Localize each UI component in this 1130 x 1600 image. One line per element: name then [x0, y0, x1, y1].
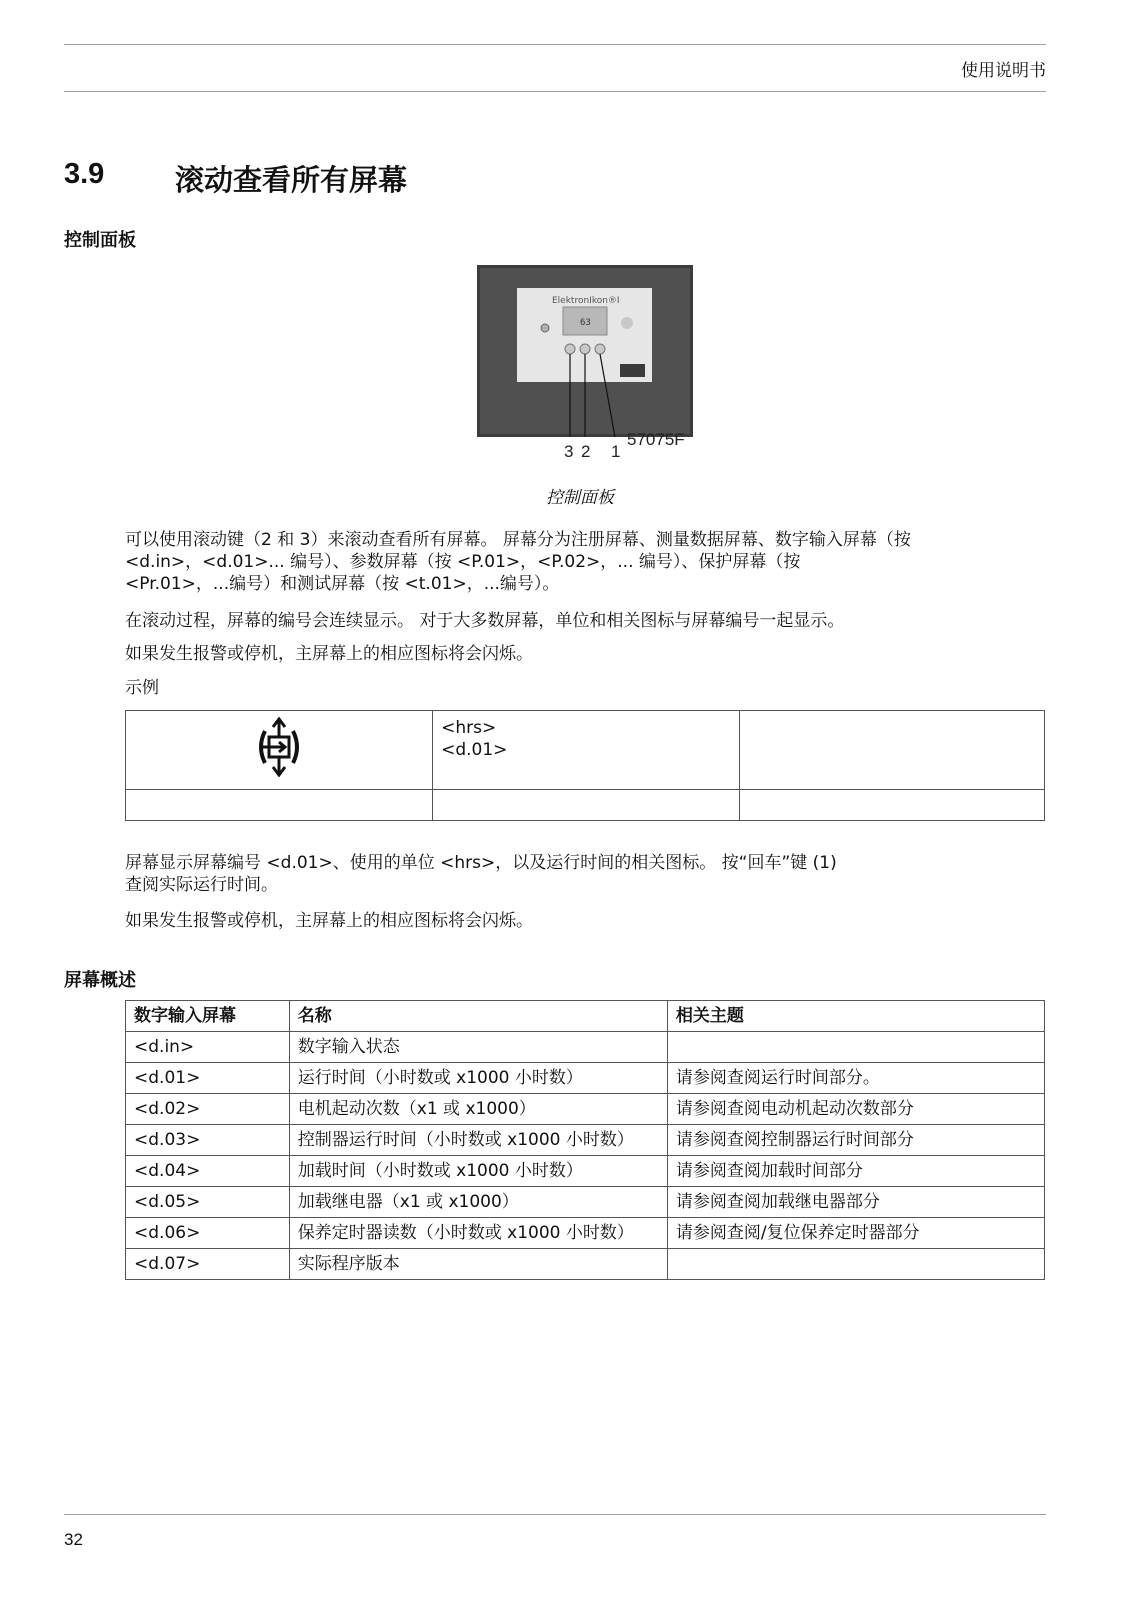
header-label: 使用说明书 — [961, 61, 1046, 81]
example-explanation — [125, 852, 1035, 896]
scroll-paragraph — [125, 529, 1035, 595]
name-cell: 加载继电器（x1 或 x1000） — [289, 1187, 667, 1218]
table-row — [126, 1187, 1045, 1218]
screen-cell: <d.04> — [126, 1156, 290, 1187]
example-empty-cell — [126, 790, 433, 821]
name-cell: 运行时间（小时数或 x1000 小时数） — [289, 1063, 667, 1094]
table-row — [126, 1125, 1045, 1156]
screen-cell: <d.02> — [126, 1094, 290, 1125]
callout-2: 2 — [581, 442, 591, 461]
topic-cell: 请参阅查阅运行时间部分。 — [667, 1063, 1044, 1094]
column-header: 数字输入屏幕 — [126, 1001, 290, 1032]
header-top-rule — [64, 44, 1046, 45]
scroll-paragraph-line-2: <d.in>，<d.01>... 编号）、参数屏幕（按 <P.01>，<P.02>，... 编号）、保护屏幕（按 — [125, 552, 801, 572]
table-row — [126, 1218, 1045, 1249]
name-cell: 加载时间（小时数或 x1000 小时数） — [289, 1156, 667, 1187]
section-title: 滚动查看所有屏幕 — [175, 163, 408, 197]
table-row — [126, 1094, 1045, 1125]
column-header: 名称 — [289, 1001, 667, 1032]
overview-table — [125, 1000, 1045, 1280]
name-cell: 保养定时器读数（小时数或 x1000 小时数） — [289, 1218, 667, 1249]
screen-cell: <d.03> — [126, 1125, 290, 1156]
alarm-paragraph: 如果发生报警或停机，主屏幕上的相应图标将会闪烁。 — [125, 644, 533, 664]
control-panel-heading: 控制面板 — [64, 230, 136, 251]
figure-caption: 控制面板 — [546, 488, 614, 508]
example-table — [125, 710, 1045, 821]
example-text-cell — [433, 711, 740, 790]
table-row — [126, 1249, 1045, 1280]
figure-reference: 57075F — [627, 430, 685, 449]
name-cell: 实际程序版本 — [289, 1249, 667, 1280]
example-label: 示例 — [125, 678, 159, 698]
screen-cell: <d.07> — [126, 1249, 290, 1280]
table-row — [126, 1032, 1045, 1063]
topic-cell — [667, 1032, 1044, 1063]
callout-3: 3 — [564, 442, 574, 461]
name-cell: 数字输入状态 — [289, 1032, 667, 1063]
running-hours-icon — [251, 717, 307, 777]
table-row — [126, 1156, 1045, 1187]
topic-cell: 请参阅查阅/复位保养定时器部分 — [667, 1218, 1044, 1249]
example-explanation-line-1: 屏幕显示屏幕编号 <d.01>、使用的单位 <hrs>，以及运行时间的相关图标。 按“回车”键 (1) — [125, 853, 837, 873]
example-empty-cell — [740, 790, 1045, 821]
callout-1: 1 — [611, 442, 621, 461]
topic-cell: 请参阅查阅加载时间部分 — [667, 1156, 1044, 1187]
screen-cell: <d.01> — [126, 1063, 290, 1094]
example-empty-cell — [433, 790, 740, 821]
screen-cell: <d.in> — [126, 1032, 290, 1063]
panel-brand: ElektronIkon®I — [552, 296, 620, 306]
example-empty-cell — [740, 711, 1045, 790]
numbering-paragraph: 在滚动过程，屏幕的编号会连续显示。 对于大多数屏幕，单位和相关图标与屏幕编号一起显示。 — [125, 611, 845, 631]
name-cell: 控制器运行时间（小时数或 x1000 小时数） — [289, 1125, 667, 1156]
overview-heading: 屏幕概述 — [64, 970, 136, 991]
example-unit: <hrs> — [441, 718, 497, 738]
name-cell: 电机起动次数（x1 或 x1000） — [289, 1094, 667, 1125]
column-header: 相关主题 — [667, 1001, 1044, 1032]
alarm-paragraph-2: 如果发生报警或停机，主屏幕上的相应图标将会闪烁。 — [125, 911, 533, 931]
scroll-paragraph-line-3: <Pr.01>，...编号）和测试屏幕（按 <t.01>，...编号）。 — [125, 574, 560, 594]
topic-cell — [667, 1249, 1044, 1280]
header-bottom-rule — [64, 91, 1046, 92]
screen-cell: <d.06> — [126, 1218, 290, 1249]
control-panel-figure — [477, 265, 693, 469]
topic-cell: 请参阅查阅电动机起动次数部分 — [667, 1094, 1044, 1125]
example-screen-number: <d.01> — [441, 740, 508, 760]
control-panel-illustration — [477, 265, 693, 469]
example-icon-cell — [126, 711, 433, 790]
page-number: 32 — [64, 1530, 83, 1549]
footer-rule — [64, 1514, 1046, 1515]
topic-cell: 请参阅查阅加载继电器部分 — [667, 1187, 1044, 1218]
example-explanation-line-2: 查阅实际运行时间。 — [125, 875, 278, 895]
screen-cell: <d.05> — [126, 1187, 290, 1218]
topic-cell: 请参阅查阅控制器运行时间部分 — [667, 1125, 1044, 1156]
panel-display-value: 63 — [580, 318, 591, 328]
section-number: 3.9 — [64, 158, 105, 190]
table-row — [126, 1063, 1045, 1094]
scroll-paragraph-line-1: 可以使用滚动键（2 和 3）来滚动查看所有屏幕。 屏幕分为注册屏幕、测量数据屏幕、数字输入屏幕（按 — [125, 530, 911, 550]
